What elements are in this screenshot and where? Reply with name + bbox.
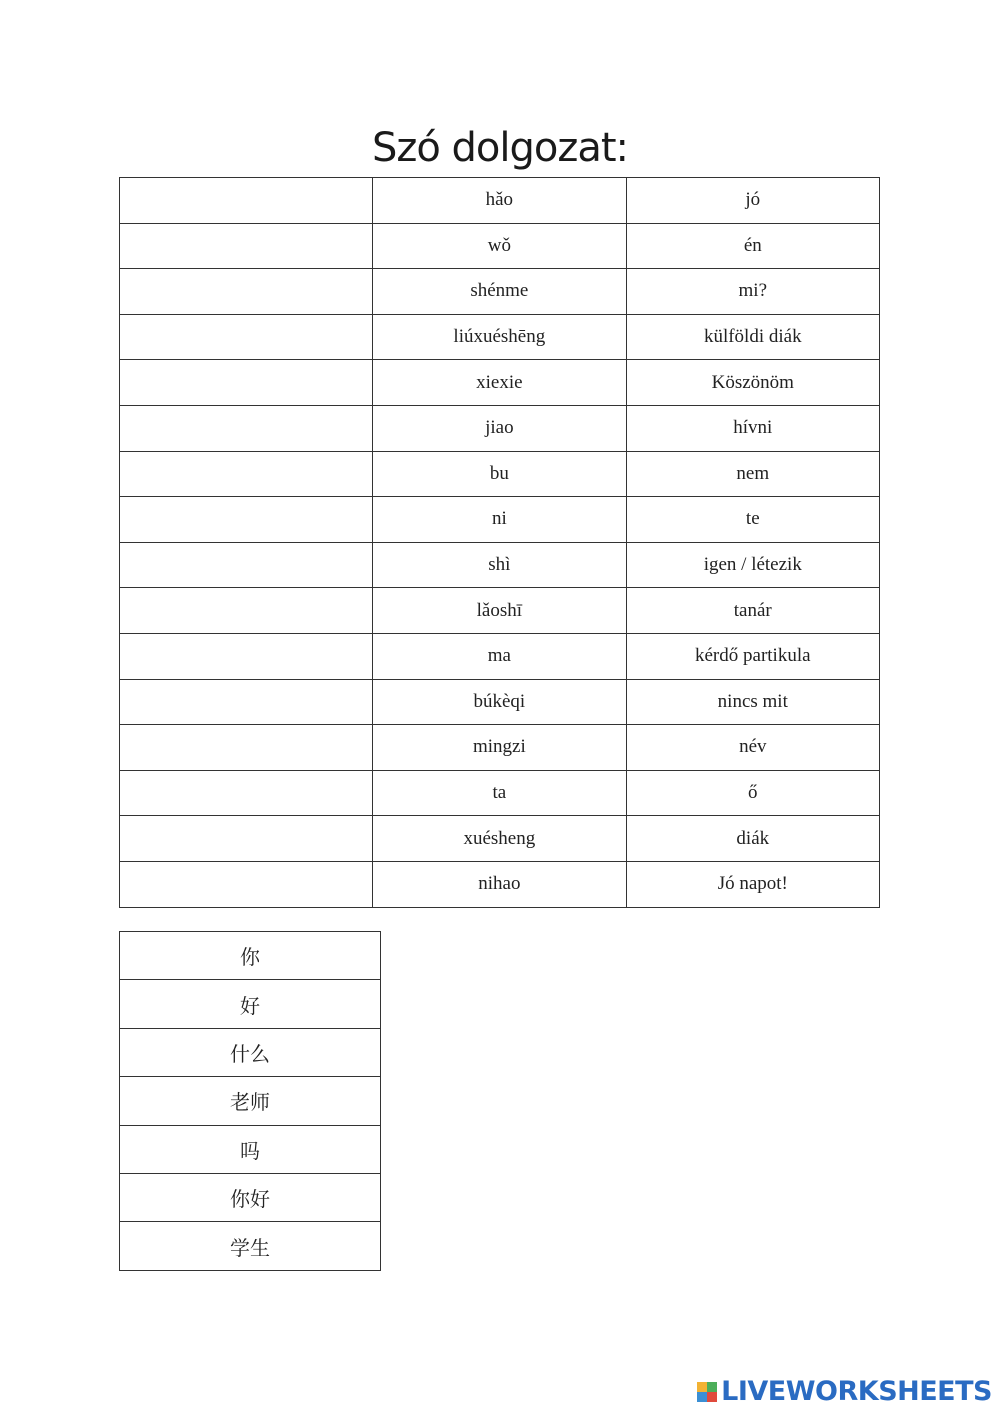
table-row — [120, 1222, 381, 1270]
page-title: Szó dolgozat: — [371, 125, 629, 171]
table-row — [120, 360, 880, 406]
meaning-cell: nincs mit — [626, 679, 879, 725]
draggable-character-item[interactable]: 学生 — [120, 1222, 381, 1270]
draggable-character-item[interactable]: 老师 — [120, 1077, 381, 1125]
table-row — [120, 178, 880, 224]
table-row — [120, 816, 880, 862]
table-row — [120, 314, 880, 360]
table-row — [120, 1077, 381, 1125]
pinyin-cell: búkèqi — [373, 679, 626, 725]
meaning-cell: igen / létezik — [626, 542, 879, 588]
answer-drop-cell[interactable] — [120, 542, 373, 588]
answer-drop-cell[interactable] — [120, 679, 373, 725]
meaning-cell: te — [626, 497, 879, 543]
meaning-cell: hívni — [626, 405, 879, 451]
answer-drop-cell[interactable] — [120, 770, 373, 816]
pinyin-cell: jiao — [373, 405, 626, 451]
meaning-cell: Köszönöm — [626, 360, 879, 406]
table-row — [120, 1173, 381, 1221]
answer-drop-cell[interactable] — [120, 223, 373, 269]
answer-drop-cell[interactable] — [120, 314, 373, 360]
pinyin-cell: liúxuéshēng — [373, 314, 626, 360]
draggable-character-item[interactable]: 什么 — [120, 1028, 381, 1076]
meaning-cell: kérdő partikula — [626, 633, 879, 679]
meaning-cell: tanár — [626, 588, 879, 634]
answer-drop-cell[interactable] — [120, 497, 373, 543]
meaning-cell: nem — [626, 451, 879, 497]
meaning-cell: név — [626, 725, 879, 771]
table-row — [120, 861, 880, 907]
table-row — [120, 980, 381, 1028]
liveworksheets-logo — [697, 1376, 992, 1407]
meaning-cell: külföldi diák — [626, 314, 879, 360]
vocab-table — [119, 177, 880, 908]
table-row — [120, 1028, 381, 1076]
table-row — [120, 588, 880, 634]
table-row — [120, 1125, 381, 1173]
answer-drop-cell[interactable] — [120, 588, 373, 634]
meaning-cell: jó — [626, 178, 879, 224]
pinyin-cell: wǒ — [373, 223, 626, 269]
table-row — [120, 269, 880, 315]
pinyin-cell: shì — [373, 542, 626, 588]
pinyin-cell: xuésheng — [373, 816, 626, 862]
answer-drop-cell[interactable] — [120, 861, 373, 907]
pinyin-cell: ma — [373, 633, 626, 679]
pinyin-cell: xiexie — [373, 360, 626, 406]
table-row — [120, 405, 880, 451]
table-row — [120, 679, 880, 725]
logo-text: LIVEWORKSHEETS — [721, 1376, 992, 1407]
answer-drop-cell[interactable] — [120, 633, 373, 679]
answer-drop-cell[interactable] — [120, 269, 373, 315]
meaning-cell: én — [626, 223, 879, 269]
pinyin-cell: bu — [373, 451, 626, 497]
answer-drop-cell[interactable] — [120, 725, 373, 771]
meaning-cell: Jó napot! — [626, 861, 879, 907]
table-row — [120, 542, 880, 588]
answer-drop-cell[interactable] — [120, 816, 373, 862]
answer-drop-cell[interactable] — [120, 360, 373, 406]
table-row — [120, 725, 880, 771]
pinyin-cell: ni — [373, 497, 626, 543]
liveworksheets-logo-icon — [697, 1382, 717, 1402]
table-row — [120, 770, 880, 816]
pinyin-cell: ta — [373, 770, 626, 816]
meaning-cell: ő — [626, 770, 879, 816]
draggable-character-item[interactable]: 你 — [120, 932, 381, 980]
table-row — [120, 223, 880, 269]
answer-drop-cell[interactable] — [120, 178, 373, 224]
table-row — [120, 932, 381, 980]
draggable-character-item[interactable]: 吗 — [120, 1125, 381, 1173]
draggable-character-item[interactable]: 好 — [120, 980, 381, 1028]
table-row — [120, 497, 880, 543]
table-row — [120, 633, 880, 679]
pinyin-cell: shénme — [373, 269, 626, 315]
answer-drop-cell[interactable] — [120, 405, 373, 451]
answer-drop-cell[interactable] — [120, 451, 373, 497]
character-bank-table — [119, 931, 381, 1271]
pinyin-cell: hǎo — [373, 178, 626, 224]
pinyin-cell: nihao — [373, 861, 626, 907]
table-row — [120, 451, 880, 497]
pinyin-cell: lǎoshī — [373, 588, 626, 634]
pinyin-cell: mingzi — [373, 725, 626, 771]
meaning-cell: mi? — [626, 269, 879, 315]
draggable-character-item[interactable]: 你好 — [120, 1173, 381, 1221]
meaning-cell: diák — [626, 816, 879, 862]
